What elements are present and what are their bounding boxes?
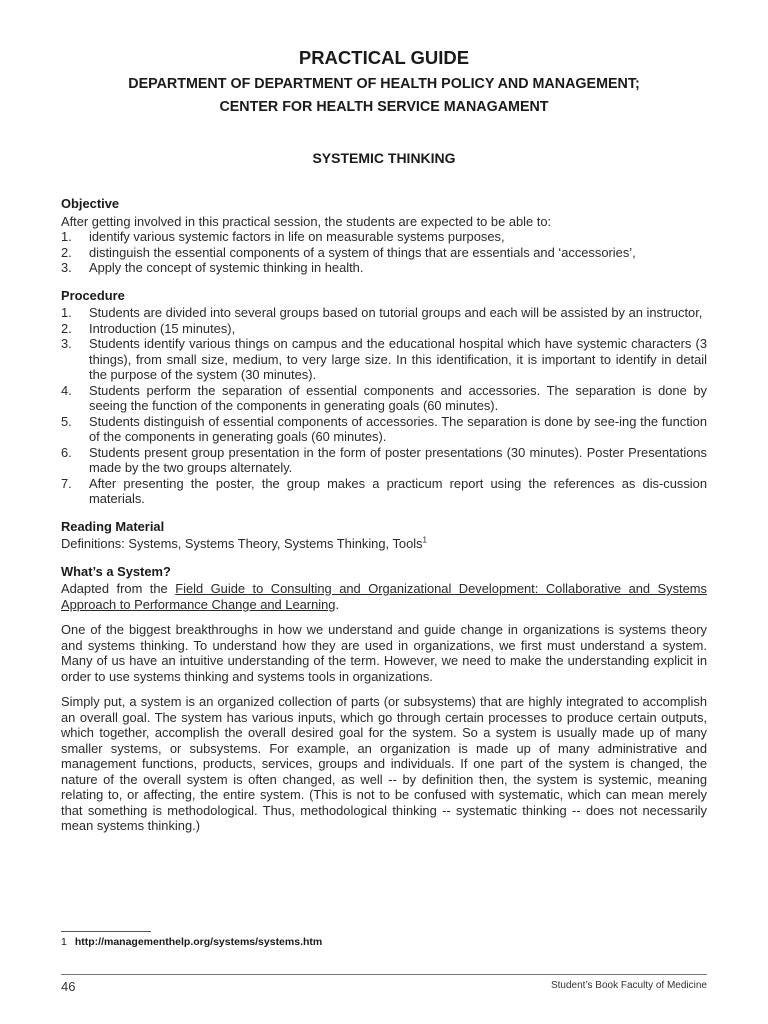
list-item: 2. distinguish the essential components of a system of things that are essentials and ‘accessories’, (61, 244, 636, 260)
objective-heading: Objective (61, 196, 120, 211)
footnote: 1 http://managementhelp.org/systems/systems.htm (61, 936, 323, 948)
footer-book-label: Student’s Book Faculty of Medicine (550, 980, 707, 991)
objective-intro: After getting involved in this practical session, the students are expected to be able to: (61, 213, 552, 229)
field-guide-link[interactable]: Field Guide to Consulting and Organizational Development: Collaborative and Systems Approach to Performance Change and Learning (61, 581, 707, 612)
whats-a-system-heading: What’s a System? (61, 563, 171, 579)
procedure-list (61, 305, 707, 507)
objective-list (61, 229, 707, 276)
footnote-url[interactable]: http://managementhelp.org/systems/systems.htm (74, 936, 323, 948)
list-item: 7. After presenting the poster, the group makes a practicum report using the references as dis-cussion materials. (61, 475, 707, 506)
list-item: 6. Students present group presentation in the form of poster presentations (30 minutes). Poster Presentations made by the two groups alternately. (61, 444, 707, 475)
department-line-1: DEPARTMENT OF DEPARTMENT OF HEALTH POLICY AND MANAGEMENT; (128, 76, 640, 92)
content-body (61, 196, 707, 834)
footnote-divider (61, 931, 151, 932)
section-title: SYSTEMIC THINKING (312, 150, 456, 166)
reading-material-text: Definitions: Systems, Systems Theory, Systems Thinking, Tools$^1$ (61, 535, 427, 551)
footer-divider (61, 974, 707, 975)
system-paragraph-2: Simply put, a system is an organized collection of parts (or subsystems) that are highly integrated to accomplish an overall goal. The system has various inputs, which go through certain processes to produce certain outputs, which together, accomplish the overall desired goal for the system. So a system is usually made up of many smaller systems, or subsystems. For example, an organization is made up of many administrative and management functions, products, services, groups and individuals. If one part of the system is changed, the nature of the overall system is often changed, as well -- by definition then, the system is systemic, meaning relating to, or affecting, the entire system. (This is not to be confused with systematic, which can mean merely that something is methodological. Thus, methodological thinking -- systematic thinking -- does not necessarily mean systems thinking.) (61, 694, 707, 833)
list-item: 3. Students identify various things on campus and the educational hospital which have systemic characters (3 things), from small size, medium, to very large size. In this identification, it is important to identify in detail the purpose of the system (30 minutes). (61, 336, 707, 382)
reading-material-heading: Reading Material (61, 518, 165, 534)
list-item: 1. identify various systemic factors in life on measurable systems purposes, (61, 229, 505, 244)
list-item: 2. Introduction (15 minutes), (61, 320, 236, 336)
footnote-ref: 1 (422, 535, 427, 545)
page-number: 46 (61, 979, 76, 994)
department-line-2: CENTER FOR HEALTH SERVICE MANAGAMENT (219, 99, 549, 115)
system-paragraph-1: One of the biggest breakthroughs in how we understand and guide change in organizations is systems theory and systems thinking. To understand how they are used in organizations, we first must understand a system. Many of us have an intuitive understanding of the term. However, we need to make the understanding explicit in order to use systems thinking and systems tools in organizations. (61, 622, 707, 684)
list-item: 1. Students are divided into several groups based on tutorial groups and each will be assisted by an instructor, (61, 305, 703, 320)
list-item: 3. Apply the concept of systemic thinking in health. (61, 260, 364, 275)
list-item: 4. Students perform the separation of essential components and accessories. The separation is done by seeing the function of the components in generating goals (60 minutes). (61, 382, 707, 413)
list-item: 5. Students distinguish of essential components of accessories. The separation is done by see-ing the function of the components in generating goals (60 minutes). (61, 413, 707, 444)
adapted-from-text: Adapted from the Field Guide to Consulting and Organizational Development: Collaborative and Systems Approach to Performance Change and Learning. (61, 581, 707, 612)
page-title: PRACTICAL GUIDE (298, 47, 470, 68)
procedure-heading: Procedure (61, 287, 125, 303)
